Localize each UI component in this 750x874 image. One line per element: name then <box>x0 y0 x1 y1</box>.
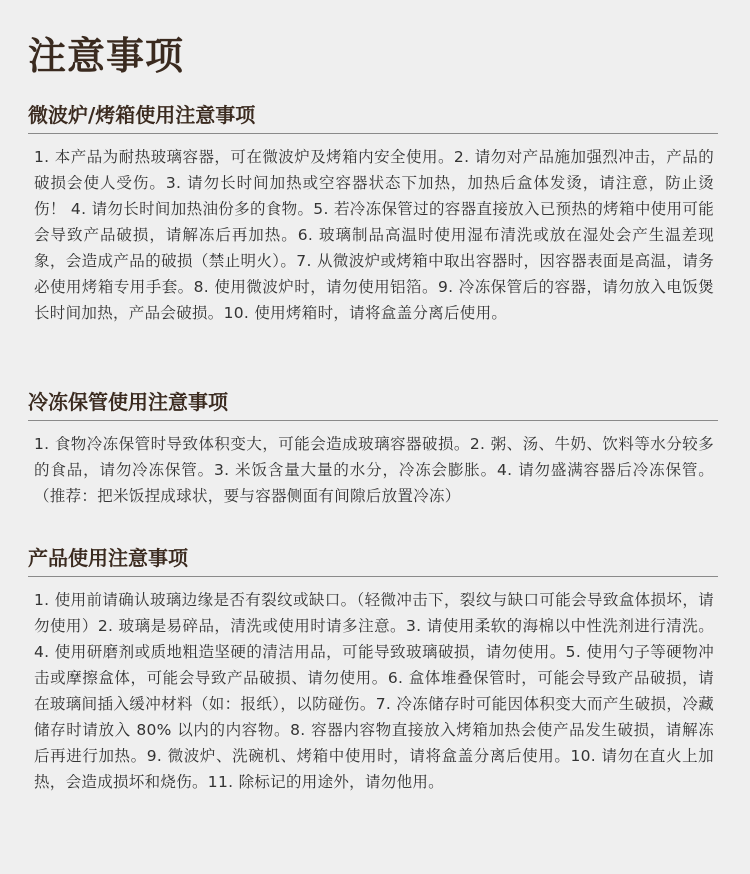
section-heading: 产品使用注意事项 <box>28 546 718 577</box>
product-usage-section <box>28 546 718 795</box>
microwave-oven-section <box>28 103 718 326</box>
section-body: 1. 本产品为耐热玻璃容器，可在微波炉及烤箱内安全使用。2. 请勿对产品施加强烈冲击，产品的破损会使人受伤。3. 请勿长时间加热或空容器状态下加热，加热后盒体发烫，请注意，防止烫伤！ 4. 请勿长时间加热油份多的食物。5. 若冷冻保管过的容器直接放入已预热的烤箱中使用可能会导致产品破损，请解冻后再加热。6. 玻璃制品高温时使用湿布清洗或放在湿处会产生温差现象，会造成产品的破损（禁止明火）。7. 从微波炉或烤箱中取出容器时，因容器表面是高温，请务必使用烤箱专用手套。8. 使用微波炉时，请勿使用铝箔。9. 冷冻保管后的容器，请勿放入电饭煲长时间加热，产品会破损。10. 使用烤箱时，请将盒盖分离后使用。 <box>34 148 714 322</box>
section-heading: 冷冻保管使用注意事项 <box>28 390 718 421</box>
page-title: 注意事项 <box>28 34 185 78</box>
section-body: 1. 食物冷冻保管时导致体积变大，可能会造成玻璃容器破损。2. 粥、汤、牛奶、饮料等水分较多的食品，请勿冷冻保管。3. 米饭含量大量的水分，冷冻会膨胀。4. 请勿盛满容器后冷冻保管。（推荐：把米饭捏成球状，要与容器侧面有间隙后放置冷冻） <box>34 435 714 505</box>
section-body: 1. 使用前请确认玻璃边缘是否有裂纹或缺口。（轻微冲击下，裂纹与缺口可能会导致盒体损坏，请勿使用）2. 玻璃是易碎品，清洗或使用时请多注意。3. 请使用柔软的海棉以中性洗剂进行清洗。4. 使用研磨剂或质地粗造坚硬的清洁用品，可能导致玻璃破损，请勿使用。5. 使用勺子等硬物冲击或摩擦盒体，可能会导致产品破损、请勿使用。6. 盒体堆叠保管时，可能会导致产品破损，请在玻璃间插入缓冲材料（如：报纸），以防碰伤。7. 冷冻储存时可能因体积变大而产生破损，冷藏储存时请放入 80% 以内的内容物。8. 容器内容物直接放入烤箱加热会使产品发生破损，请解冻后再进行加热。9. 微波炉、洗碗机、烤箱中使用时，请将盒盖分离后使用。10. 请勿在直火上加热，会造成损坏和烧伤。11. 除标记的用途外，请勿他用。 <box>34 591 714 791</box>
section-heading: 微波炉/烤箱使用注意事项 <box>28 103 718 134</box>
freezer-storage-section <box>28 390 718 509</box>
